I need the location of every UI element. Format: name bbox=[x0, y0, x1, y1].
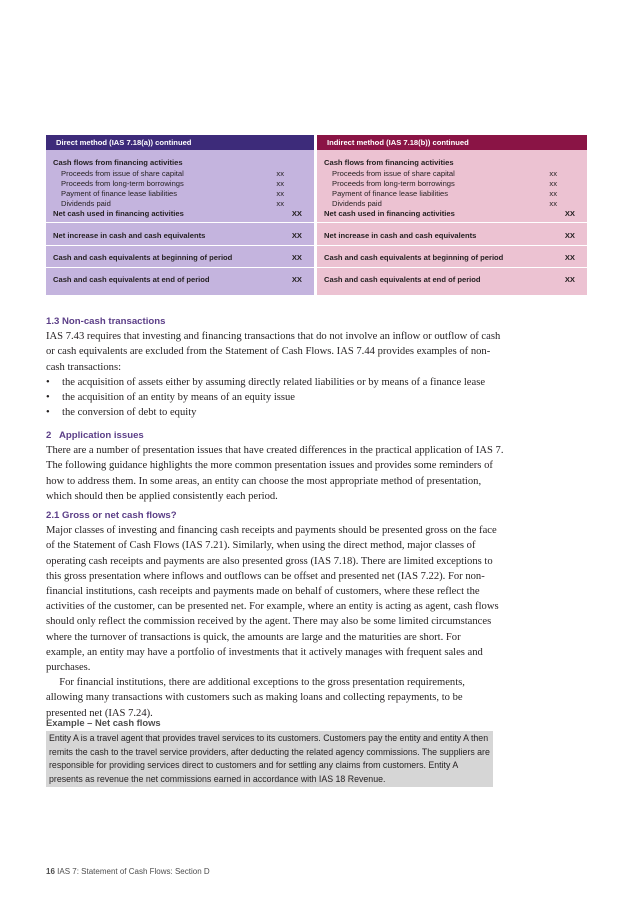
row-value: XX bbox=[564, 231, 575, 240]
row-value: XX bbox=[564, 209, 575, 218]
divider bbox=[46, 222, 314, 223]
paragraph-line: how to address them. In some areas, an entity can choose the most appropriate method of presentation, bbox=[46, 475, 482, 487]
paragraph-line: should only reflect the commission received by the agent. There may also be some limited circumstances bbox=[46, 616, 492, 628]
row-value: XX bbox=[564, 275, 575, 284]
direct-method-table bbox=[46, 135, 314, 295]
example-line: presents as revenue the net commissions earned in accordance with IAS 18 Revenue. bbox=[49, 773, 386, 784]
paragraph-line: Major classes of investing and financing cash receipts and payments should be presented gross on the face bbox=[46, 525, 497, 537]
row-label: Proceeds from issue of share capital bbox=[332, 169, 455, 178]
page-footer bbox=[46, 867, 210, 876]
bullet-icon: • bbox=[46, 376, 50, 388]
example-line: remits the cash to the travel service providers, after deducting the related agency commissions. The suppliers are bbox=[49, 746, 490, 757]
row-label: Proceeds from long-term borrowings bbox=[332, 179, 455, 188]
bullet-text: the acquisition of an entity by means of an equity issue bbox=[62, 392, 296, 404]
row-value: XX bbox=[291, 275, 302, 284]
divider bbox=[46, 245, 314, 246]
bullet-icon: • bbox=[46, 392, 50, 404]
bullet-icon: • bbox=[46, 407, 50, 419]
row-value: XX bbox=[564, 253, 575, 262]
paragraph-line: The following guidance highlights the more common presentation issues and provides some reminders of bbox=[46, 460, 493, 472]
page-number: 16 bbox=[46, 867, 55, 876]
divider bbox=[46, 267, 314, 268]
row-label: Proceeds from issue of share capital bbox=[61, 169, 184, 178]
paragraph-line: this gross presentation where inflows and outflows can be offset and presented net (IAS 7.22). For non- bbox=[46, 570, 485, 582]
paragraph-line: financial institutions, cash receipts and payments made on behalf of customers, where these reflect the bbox=[46, 586, 480, 598]
row-label: Payment of finance lease liabilities bbox=[332, 189, 449, 198]
indirect-method-title: Indirect method (IAS 7.18(b)) continued bbox=[317, 135, 587, 150]
paragraph-line: cash transactions: bbox=[46, 361, 122, 373]
paragraph-line: of the Statement of Cash Flows (IAS 7.21). Similarly, when using the direct method, major classes of bbox=[46, 540, 476, 552]
section-label: Cash flows from financing activities bbox=[53, 158, 183, 167]
direct-method-title: Direct method (IAS 7.18(a)) continued bbox=[46, 135, 314, 150]
bullet-item bbox=[46, 405, 591, 420]
paragraph-line: where the turnover of transactions is quick, the amounts are large and the maturities are short. For bbox=[46, 631, 461, 643]
row-label: Cash and cash equivalents at beginning of period bbox=[324, 253, 504, 262]
section-heading: 2.1 Gross or net cash flows? bbox=[46, 510, 177, 521]
indirect-method-table bbox=[317, 135, 587, 295]
paragraph-line: For financial institutions, there are additional exceptions to the gross presentation requirements, bbox=[46, 677, 465, 689]
row-label: Payment of finance lease liabilities bbox=[61, 189, 178, 198]
example-heading: Example – Net cash flows bbox=[46, 717, 161, 728]
section-label: Cash flows from financing activities bbox=[324, 158, 454, 167]
paragraph-line: activities of the customer, can be presented net. For example, where an entity is acting as agent, cash flows bbox=[46, 601, 499, 613]
row-label: Net increase in cash and cash equivalents bbox=[53, 231, 206, 240]
paragraph-line: which should then be applied consistently each period. bbox=[46, 490, 278, 502]
row-label: Cash and cash equivalents at end of period bbox=[53, 275, 210, 284]
footer-text: IAS 7: Statement of Cash Flows: Section D bbox=[57, 867, 210, 876]
bullet-text: the acquisition of assets either by assuming directly related liabilities or by means of a finance lease bbox=[62, 376, 486, 388]
divider bbox=[317, 267, 587, 268]
paragraph-line: or cash equivalents are excluded from the Statement of Cash Flows. IAS 7.44 provides examples of non- bbox=[46, 346, 491, 358]
example-box bbox=[46, 731, 493, 787]
indirect-method-body bbox=[317, 150, 587, 295]
row-label: Net cash used in financing activities bbox=[53, 209, 184, 218]
paragraph-line: example, an entity may have a portfolio of investments that it actively manages with frequent sales and bbox=[46, 646, 483, 658]
row-label: Dividends paid bbox=[61, 199, 111, 208]
row-value: xx bbox=[276, 179, 284, 188]
row-value: xx bbox=[549, 189, 557, 198]
row-value: xx bbox=[549, 179, 557, 188]
cash-flow-tables bbox=[46, 135, 587, 295]
paragraph-line: There are a number of presentation issues that have created differences in the practical application of IAS 7. bbox=[46, 445, 504, 457]
row-value: xx bbox=[549, 169, 557, 178]
bullet-item bbox=[46, 375, 591, 390]
row-value: xx bbox=[549, 199, 557, 208]
row-value: xx bbox=[276, 189, 284, 198]
example-line: responsible for providing services direct to customers and for settling any claims from customers. Entity A bbox=[49, 760, 459, 771]
paragraph-line: IAS 7.43 requires that investing and financing transactions that do not involve an inflow or outflow of cash bbox=[46, 331, 501, 343]
paragraph-line: allowing many transactions with customers such as making loans and collecting repayments, to be bbox=[46, 692, 463, 704]
row-label: Cash and cash equivalents at beginning of period bbox=[53, 253, 233, 262]
row-value: XX bbox=[291, 231, 302, 240]
row-value: xx bbox=[276, 199, 284, 208]
row-label: Cash and cash equivalents at end of period bbox=[324, 275, 481, 284]
section-heading: 1.3 Non-cash transactions bbox=[46, 316, 166, 327]
row-value: xx bbox=[276, 169, 284, 178]
paragraph-line: purchases. bbox=[46, 662, 91, 674]
row-label: Net increase in cash and cash equivalents bbox=[324, 231, 477, 240]
section-gross-net bbox=[46, 508, 591, 721]
section-non-cash bbox=[46, 314, 591, 420]
row-label: Dividends paid bbox=[332, 199, 382, 208]
section-heading: 2 Application issues bbox=[46, 430, 144, 441]
example-line: Entity A is a travel agent that provides travel services to its customers. Customers pay the entity and entity A then bbox=[49, 733, 489, 743]
section-application-issues bbox=[46, 428, 591, 504]
divider bbox=[317, 222, 587, 223]
row-value: XX bbox=[291, 253, 302, 262]
row-value: XX bbox=[291, 209, 302, 218]
bullet-item bbox=[46, 390, 591, 405]
row-label: Proceeds from long-term borrowings bbox=[61, 179, 184, 188]
paragraph-line: presented net (IAS 7.24). bbox=[46, 707, 153, 719]
divider bbox=[317, 245, 587, 246]
bullet-text: the conversion of debt to equity bbox=[62, 407, 197, 419]
row-label: Net cash used in financing activities bbox=[324, 209, 455, 218]
direct-method-body bbox=[46, 150, 314, 295]
paragraph-line: operating cash receipts and payments are also presented gross (IAS 7.18). There are limited exceptions to bbox=[46, 555, 493, 567]
